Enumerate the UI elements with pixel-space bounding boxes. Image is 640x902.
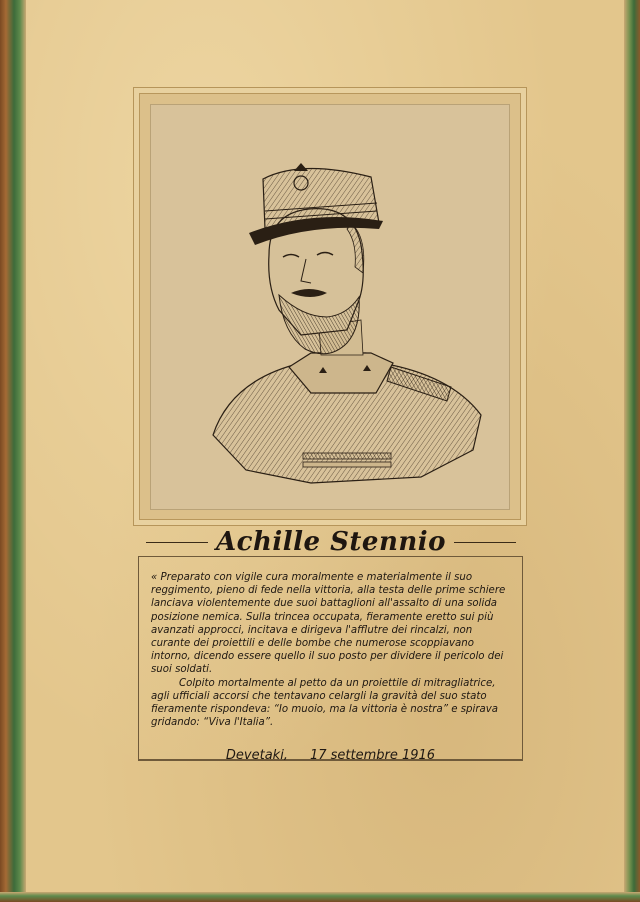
date-place: Devetaki, [225,747,288,763]
dateline [138,744,523,766]
dateline-rule [138,760,523,761]
portrait-engraving [150,104,510,510]
citation-text-box [138,556,523,760]
picture-frame-bottom-edge [0,892,640,902]
portrait-drawing [151,105,509,509]
date-text: 17 settembre 1916 [309,747,436,763]
picture-frame-right-edge [624,0,640,902]
person-name: Achille Stennio [216,527,446,557]
name-rule-left [146,542,208,543]
citation-paragraph-2: Colpito mortalmente al petto da un proiettile di mitragliatrice, agli ufficiali accorsi che tentavano celargli la gravità del suo stato fieramente rispondeva: “Io muoio, ma la vittoria è nostra” e spirava gridando: “Viva l'Italia”. [151,677,499,729]
citation-paragraph-1: « Preparato con vigile cura moralmente e materialmente il suo reggimento, pieno di fede nella vittoria, alla testa delle prime schiere lanciava violentemente due suoi battaglioni all'assalto di una solida posizione nemica. Sulla trincea occupata, fieramente eretto sui più avanzati approcci, incitava e dirigeva l'afflutre dei rincalzi, non curante dei proiettili e delle bombe che numerose scoppiavano intorno, dicendo essere quello il suo posto per dividere il pericolo dei suoi soldati. [151,572,506,676]
name-rule-right [454,542,516,543]
